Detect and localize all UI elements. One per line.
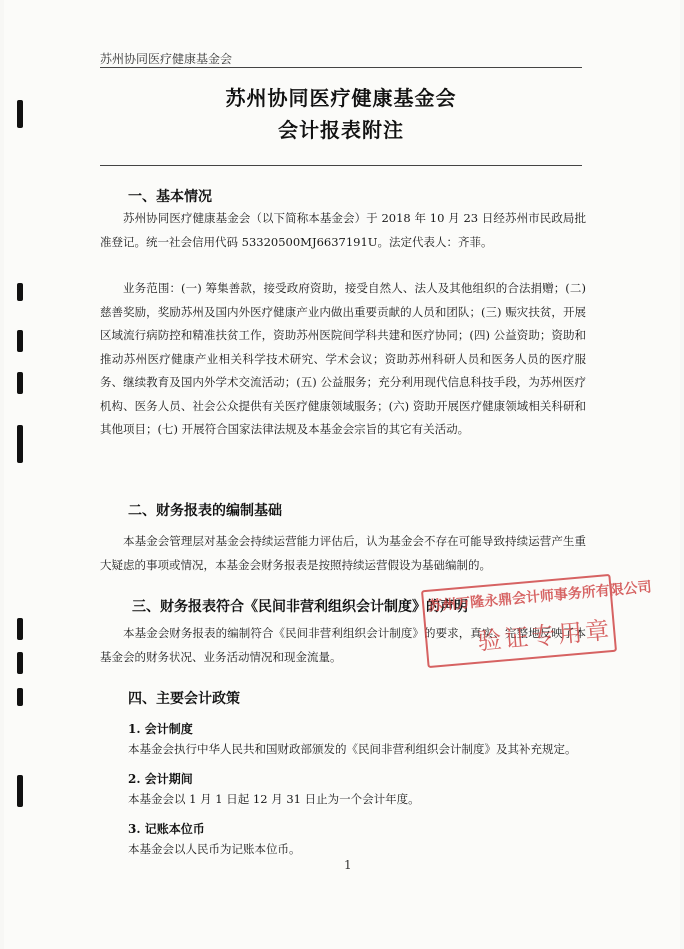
verification-stamp [421,574,653,668]
policy-item-text: 本基金会以 1 月 1 日起 12 月 31 日止为一个会计年度。 [128,792,420,806]
stamp-purpose: 验证专用章 [476,615,614,656]
header-divider [100,67,582,68]
document-subtitle: 会计报表附注 [278,118,404,142]
binding-hole-mark [17,100,23,128]
binding-hole-mark [17,775,23,807]
section-heading-policies: 四、主要会计政策 [128,691,240,707]
stamp-firm-name: 苏州万隆永鼎会计师事务所有限公司 [427,579,653,615]
policy-item-text: 本基金会以人民币为记账本位币。 [128,842,301,856]
section-heading-basis: 二、财务报表的编制基础 [128,503,282,519]
binding-hole-mark [17,688,23,706]
paragraph-basis: 本基金会管理层对基金会持续运营能力评估后，认为基金会不存在可能导致持续运营产生重大疑虑的事项或情况，本基金会财务报表是按照持续运营假设为基础编制的。 [100,534,586,572]
policy-item-title: 1. 会计制度 [128,722,193,736]
paragraph-compliance: 本基金会财务报表的编制符合《民间非营利组织会计制度》的要求，真实、完整地反映了本基金会的财务状况、业务活动情况和现金流量。 [100,626,586,664]
binding-hole-mark [17,652,23,674]
policy-item-title: 3. 记账本位币 [128,822,205,836]
policy-item-text: 本基金会执行中华人民共和国财政部颁发的《民间非营利组织会计制度》及其补充规定。 [128,742,577,756]
paragraph-registration: 苏州协同医疗健康基金会（以下简称本基金会）于 2018 年 10 月 23 日经苏州市民政局批准登记。统一社会信用代码 53320500MJ6637191U。法定代表人：齐菲。 [100,211,586,249]
title-divider [100,165,582,166]
binding-hole-mark [17,425,23,463]
page-number: 1 [344,858,352,872]
binding-hole-mark [17,618,23,640]
binding-hole-mark [17,283,23,301]
document-title: 苏州协同医疗健康基金会 [225,86,457,110]
document-page [4,0,680,949]
section-heading-basic-info: 一、基本情况 [128,189,212,205]
binding-hole-mark [17,330,23,352]
policy-item-title: 2. 会计期间 [128,772,193,786]
binding-hole-mark [17,372,23,394]
running-header: 苏州协同医疗健康基金会 [100,52,233,66]
paragraph-business-scope: 业务范围：(一) 筹集善款，接受政府资助，接受自然人、法人及其他组织的合法捐赠；(二) 慈善奖励，奖励苏州及国内外医疗健康产业内做出重要贡献的人员和团队；(三) 赈灾扶贫，开展区域流行病防控和精准扶贫工作，资助苏州医院间学科共建和医疗协同；(四) 公益资助；资助和推动苏州医疗健康产业相关科学技术研究、学术会议；资助苏州科研人员和医务人员的医疗服务、继续教育及国内外学术交流活动；(五) 公益服务；充分利用现代信息科技手段，为苏州医疗机构、医务人员、社会公众提供有关医疗健康领域服务；(六) 资助开展医疗健康领域相关科研和其他项目；(七) 开展符合国家法律法规及本基金会宗旨的其它有关活动。 [100,281,586,436]
section-heading-compliance: 三、财务报表符合《民间非营利组织会计制度》的声明 [132,599,468,615]
